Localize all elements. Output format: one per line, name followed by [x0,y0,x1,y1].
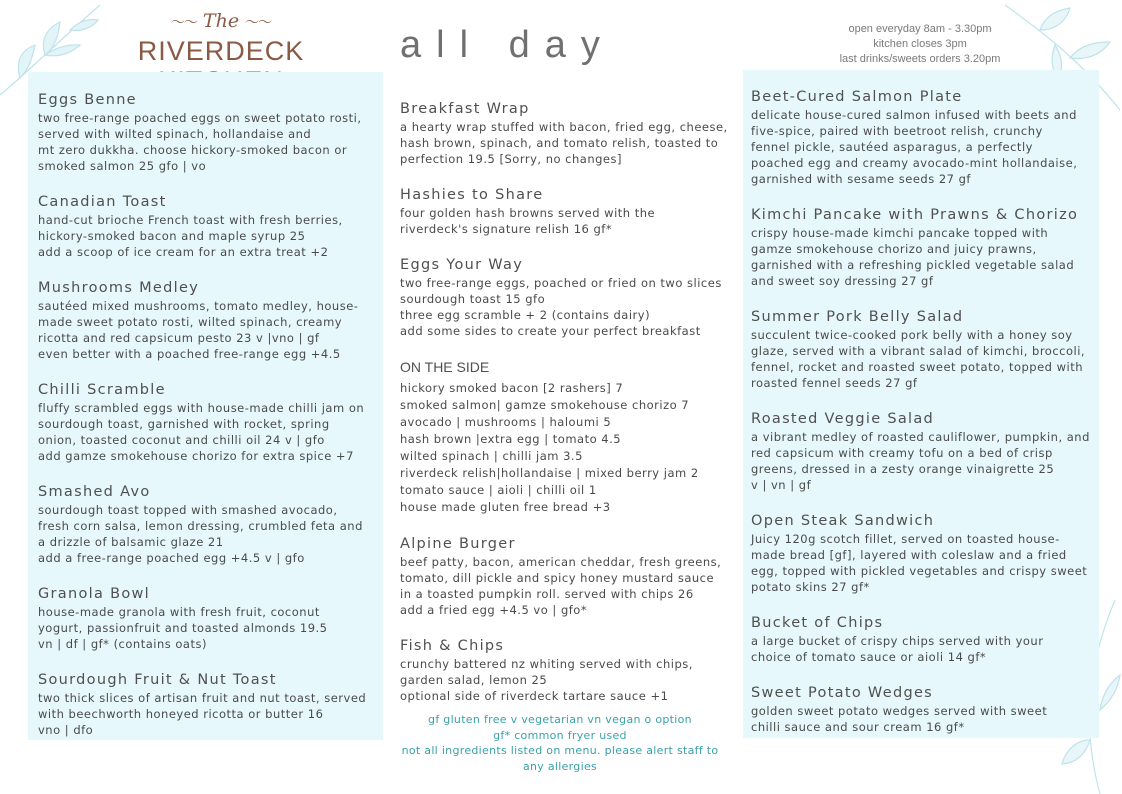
menu-item-title: Fish & Chips [400,638,505,654]
hours-line: open everyday 8am - 3.30pm [848,23,992,35]
wave-ornament-left: 〜〜 [170,15,197,31]
on-the-side-section [400,359,730,516]
menu-item-description-line: succulent twice-cooked pork belly with a honey soy [751,328,1073,342]
menu-item-title: Breakfast Wrap [400,101,530,117]
menu-item-description-line: mt zero dukkha. choose hickory-smoked bacon or [38,143,348,157]
menu-item-description-line: tomato, dill pickle and spicy honey mustard sauce [400,571,715,585]
menu-item-description-line: made bread [gf], layered with coleslaw and a fried [751,548,1067,562]
menu-item-description-line: perfection 19.5 [Sorry, no changes] [400,152,622,166]
menu-item-description-line: four golden hash browns served with the [400,206,656,220]
menu-item-description-line: fluffy scrambled eggs with house-made chilli jam on [38,401,365,415]
menu-item-description-line: Juicy 120g scotch fillet, served on toasted house- [751,532,1060,546]
menu-item-description-line: add a fried egg +4.5 vo | gfo* [400,603,588,617]
side-item-line: wilted spinach | chilli jam 3.5 [400,449,583,463]
dietary-legend [400,712,720,774]
restaurant-logo [95,10,347,70]
menu-item-description-line: five-spice, paired with beetroot relish, crunchy [751,124,1043,138]
menu-item-title: Roasted Veggie Salad [751,411,935,427]
menu-item-description-line: beef patty, bacon, american cheddar, fresh greens, [400,555,722,569]
menu-item [751,309,1096,391]
menu-item-description-line: made sweet potato rosti, wilted spinach, creamy [38,315,343,329]
menu-item [400,101,730,167]
menu-item-description-line: fennel pickle, sautéed asparagus, a perfectly [751,140,1033,154]
side-item-line: house made gluten free bread +3 [400,500,611,514]
opening-hours [770,22,1070,67]
menu-item-description-line: sourdough toast 15 gfo [400,292,546,306]
menu-item [751,411,1096,493]
menu-item-description-line: garnished with a refreshing pickled vegetable salad [751,258,1075,272]
menu-item [38,382,380,464]
menu-item-title: Hashies to Share [400,187,544,203]
menu-item-description-line: add a scoop of ice cream for an extra treat +2 [38,245,329,259]
menu-item-description-line: sourdough toast, garnished with rocket, spring [38,417,330,431]
side-item-line: tomato sauce | aioli | chilli oil 1 [400,483,597,497]
menu-item [751,207,1096,289]
menu-item [751,513,1096,595]
menu-item-description-line: glaze, served with a vibrant salad of kimchi, broccoli, [751,344,1086,358]
menu-item-description-line: two free-range eggs, poached or fried on two slices [400,276,722,290]
menu-item [400,187,730,237]
menu-item-description-line: even better with a poached free-range egg +4.5 [38,347,341,361]
menu-item-description-line: house-made granola with fresh fruit, coconut [38,605,320,619]
side-item-line: smoked salmon| gamze smokehouse chorizo 7 [400,398,690,412]
menu-item-title: Canadian Toast [38,194,167,210]
menu-item-description-line: two thick slices of artisan fruit and nut toast, served [38,691,367,705]
menu-item-description-line: two free-range poached eggs on sweet potato rosti, [38,111,362,125]
menu-item-description-line: a large bucket of crispy chips served with your [751,634,1044,648]
menu-item-description-line: hash brown, spinach, and tomato relish, toasted to [400,136,719,150]
right-menu-column [751,89,1096,755]
menu-item-description-line: hickory-smoked bacon and maple syrup 25 [38,229,306,243]
menu-item-title: Eggs Benne [38,92,137,108]
menu-item-description-line: riverdeck's signature relish 16 gf* [400,222,613,236]
menu-item-title: Summer Pork Belly Salad [751,309,964,325]
menu-item-description-line: a drizzle of balsamic glaze 21 [38,535,224,549]
menu-item-description-line: chilli sauce and sour cream 16 gf* [751,720,965,734]
menu-item-description-line: fennel, rocket and roasted sweet potato, topped with [751,360,1084,374]
menu-item [751,685,1096,735]
menu-item-title: Smashed Avo [38,484,151,500]
menu-item-description-line: add a free-range poached egg +4.5 v | gfo [38,551,305,565]
menu-item-description-line: yogurt, passionfruit and toasted almonds 19.5 [38,621,328,635]
menu-item-description-line: choice of tomato sauce or aioli 14 gf* [751,650,987,664]
menu-item-description-line: garden salad, lemon 25 [400,673,548,687]
hours-line: last drinks/sweets orders 3.20pm [839,53,1001,65]
menu-item-description-line: delicate house-cured salmon infused with beets and [751,108,1077,122]
menu-item-description-line: sourdough toast topped with smashed avocado, [38,503,338,517]
menu-item-description-line: roasted fennel seeds 27 gf [751,376,918,390]
menu-item-description-line: red capsicum with creamy tofu on a bed of crisp [751,446,1053,460]
menu-item [38,586,380,652]
menu-item-description-line: with beechworth honeyed ricotta or butter 16 [38,707,324,721]
menu-item-description-line: poached egg and creamy avocado-mint hollandaise, [751,156,1078,170]
menu-item [38,672,380,738]
side-item-line: avocado | mushrooms | haloumi 5 [400,415,612,429]
menu-item-description-line: and sweet soy dressing 27 gf [751,274,934,288]
menu-item-title: Sourdough Fruit & Nut Toast [38,672,277,688]
menu-item-description-line: add gamze smokehouse chorizo for extra spice +7 [38,449,354,463]
on-the-side-title: ON THE SIDE [400,359,490,375]
menu-item-title: Open Steak Sandwich [751,513,935,529]
menu-item-title: Kimchi Pancake with Prawns & Chorizo [751,207,1079,223]
hours-line: kitchen closes 3pm [873,38,967,50]
menu-item-description-line: v | vn | gf [751,478,812,492]
menu-item [400,638,730,704]
menu-item-description-line: greens, dressed in a zesty orange vinaigrette 25 [751,462,1055,476]
legend-line: not all ingredients listed on menu. please alert staff to [401,744,719,757]
menu-item-description-line: fresh corn salsa, lemon dressing, crumbled feta and [38,519,363,533]
menu-item-title: Bucket of Chips [751,615,884,631]
menu-item-description-line: vno | dfo [38,723,94,737]
side-item-line: hickory smoked bacon [2 rashers] 7 [400,381,624,395]
menu-item-description-line: vn | df | gf* (contains oats) [38,637,207,651]
side-item-line: hash brown |extra egg | tomato 4.5 [400,432,622,446]
menu-item-description-line: onion, toasted coconut and chilli oil 24 v | gfo [38,433,325,447]
menu-item-description-line: potato skins 27 gf* [751,580,870,594]
menu-item-description-line: egg, topped with pickled vegetables and crispy sweet [751,564,1088,578]
menu-item-description-line: ricotta and red capsicum pesto 23 v |vno | gf [38,331,320,345]
menu-item [751,615,1096,665]
menu-item-description-line: served with wilted spinach, hollandaise and [38,127,312,141]
menu-item [38,280,380,362]
menu-item-description-line: smoked salmon 25 gfo | vo [38,159,207,173]
menu-item-description-line: a hearty wrap stuffed with bacon, fried egg, cheese, [400,120,728,134]
menu-item [38,484,380,566]
menu-item-description-line: garnished with sesame seeds 27 gf [751,172,971,186]
menu-item-description-line: gamze smokehouse chorizo and juicy prawns, [751,242,1037,256]
legend-line: gf* common fryer used [493,728,627,742]
menu-item-description-line: optional side of riverdeck tartare sauce +1 [400,689,669,703]
left-menu-column [38,92,380,758]
logo-the [95,10,347,34]
menu-item-title: Beet-Cured Salmon Plate [751,89,963,105]
menu-item-description-line: a vibrant medley of roasted cauliflower, pumpkin, and [751,430,1090,444]
menu-item-description-line: in a toasted pumpkin roll. served with chips 26 [400,587,694,601]
side-item-line: riverdeck relish|hollandaise | mixed berry jam 2 [400,466,699,480]
legend-line: gf gluten free v vegetarian vn vegan o option [428,713,692,726]
menu-item [751,89,1096,187]
menu-item-title: Chilli Scramble [38,382,166,398]
wave-ornament-right: 〜〜 [245,15,272,31]
menu-item-description-line: crispy house-made kimchi pancake topped with [751,226,1049,240]
menu-item-title: Alpine Burger [400,536,516,552]
menu-item [38,92,380,174]
menu-item-title: Granola Bowl [38,586,150,602]
menu-item-description-line: three egg scramble + 2 (contains dairy) [400,308,651,322]
menu-item [38,194,380,260]
logo-the-text: The [202,10,240,32]
menu-item [400,257,730,339]
menu-item-title: Sweet Potato Wedges [751,685,934,701]
legend-line: any allergies [522,759,598,773]
menu-item-description-line: hand-cut brioche French toast with fresh berries, [38,213,343,227]
menu-item-description-line: crunchy battered nz whiting served with chips, [400,657,693,671]
menu-item-description-line: golden sweet potato wedges served with sweet [751,704,1048,718]
menu-heading: all day [400,24,615,66]
menu-item-description-line: add some sides to create your perfect breakfast [400,324,701,338]
menu-item-title: Mushrooms Medley [38,280,200,296]
middle-menu-column [400,101,730,724]
menu-item-description-line: sautéed mixed mushrooms, tomato medley, house- [38,299,359,313]
menu-item [400,536,730,618]
logo-name: RIVERDECK [137,36,305,66]
menu-item-title: Eggs Your Way [400,257,524,273]
